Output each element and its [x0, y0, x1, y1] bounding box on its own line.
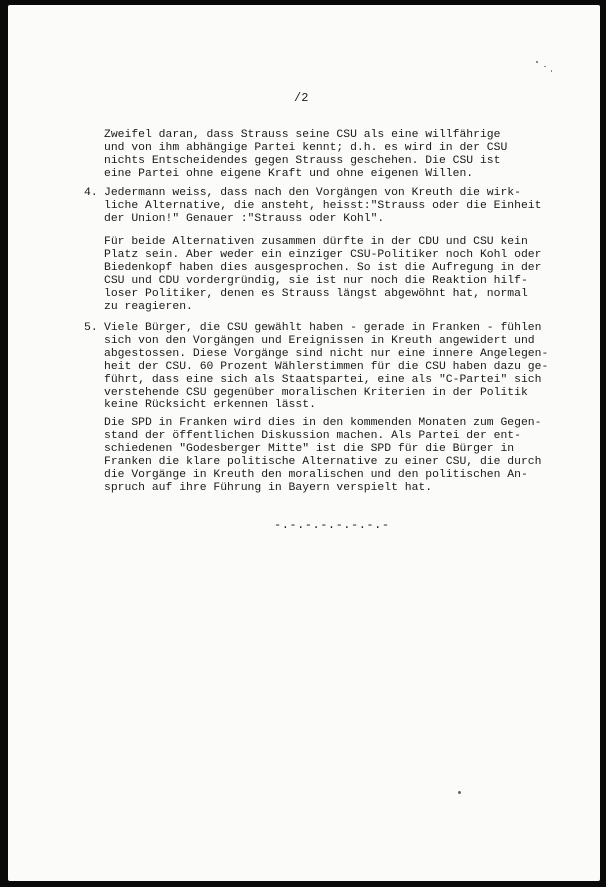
text-line: keine Rücksicht erkennen lässt.: [104, 399, 316, 412]
text-line: liche Alternative, die ansteht, heisst:"Strauss oder die Einheit: [104, 199, 542, 212]
scan-speck: [544, 66, 546, 67]
text-line: nichts Entscheidendes gegen Strauss geschehen. Die CSU ist: [104, 154, 501, 167]
intro-paragraph: [104, 129, 507, 181]
text-line: Franken die klare politische Alternative zu einer CSU, die durch: [104, 455, 542, 468]
text-line: heit der CSU. 60 Prozent Wählerstimmen für die CSU haben dazu ge-: [104, 360, 549, 373]
text-line: die Vorgänge in Kreuth den moralischen und den politischen An-: [104, 468, 528, 481]
item-marker-5: 5.: [84, 322, 98, 334]
text-line: CSU und CDU vordergründig, sie ist nur noch die Reaktion hilf-: [104, 274, 528, 287]
scan-speck: [536, 61, 538, 63]
scan-speck: [458, 791, 461, 794]
text-line: der Union!" Genauer :"Strauss oder Kohl".: [104, 212, 385, 225]
text-line: Zweifel daran, dass Strauss seine CSU als eine willfährige: [104, 129, 501, 141]
item-4-paragraph-2: [104, 236, 541, 313]
text-line: abgestossen. Diese Vorgänge sind nicht nur eine innere Angelegen-: [104, 347, 549, 360]
text-line: zu reagieren.: [104, 300, 193, 313]
text-line: Jedermann weiss, dass nach den Vorgängen von Kreuth die wirk-: [104, 187, 521, 199]
text-line: spruch auf ihre Führung in Bayern verspielt hat.: [104, 481, 433, 494]
text-line: Biedenkopf haben dies ausgesprochen. So ist die Aufregung in der: [104, 261, 542, 274]
page-number: /2: [294, 91, 309, 105]
scan-speck: [551, 70, 552, 72]
text-line: Für beide Alternativen zusammen dürfte in der CDU und CSU kein: [104, 236, 528, 248]
text-line: Die SPD in Franken wird dies in den kommenden Monaten zum Gegen-: [104, 417, 542, 429]
item-4-paragraph-1: [104, 187, 541, 226]
text-line: schiedenen "Godesberger Mitte" ist die SPD für die Bürger in: [104, 442, 515, 455]
text-line: verstehende CSU gegenüber moralischen Kriterien in der Politik: [104, 386, 528, 399]
text-line: führt, dass eine sich als Staatspartei, eine als "C-Partei" sich: [104, 373, 542, 386]
item-5-paragraph-1: [104, 322, 548, 412]
text-line: loser Politiker, denen es Strauss längst abgewöhnt hat, normal: [104, 287, 528, 300]
closing-rule: -.-.-.-.-.-.-.-: [274, 518, 390, 532]
item-marker-4: 4.: [84, 187, 98, 199]
text-line: Viele Bürger, die CSU gewählt haben - gerade in Franken - fühlen: [104, 322, 542, 334]
item-5-paragraph-2: [104, 417, 541, 494]
text-line: Platz sein. Aber weder ein einziger CSU-Politiker noch Kohl oder: [104, 248, 542, 261]
text-line: eine Partei ohne eigene Kraft und ohne eigenen Willen.: [104, 167, 474, 180]
text-line: und von ihm abhängige Partei kennt; d.h. es wird in der CSU: [104, 141, 508, 154]
text-line: stand der öffentlichen Diskussion machen. Als Partei der ent-: [104, 429, 521, 442]
document-page: [8, 5, 600, 881]
text-line: sich von den Vorgängen und Ereignissen in Kreuth angewidert und: [104, 334, 535, 347]
